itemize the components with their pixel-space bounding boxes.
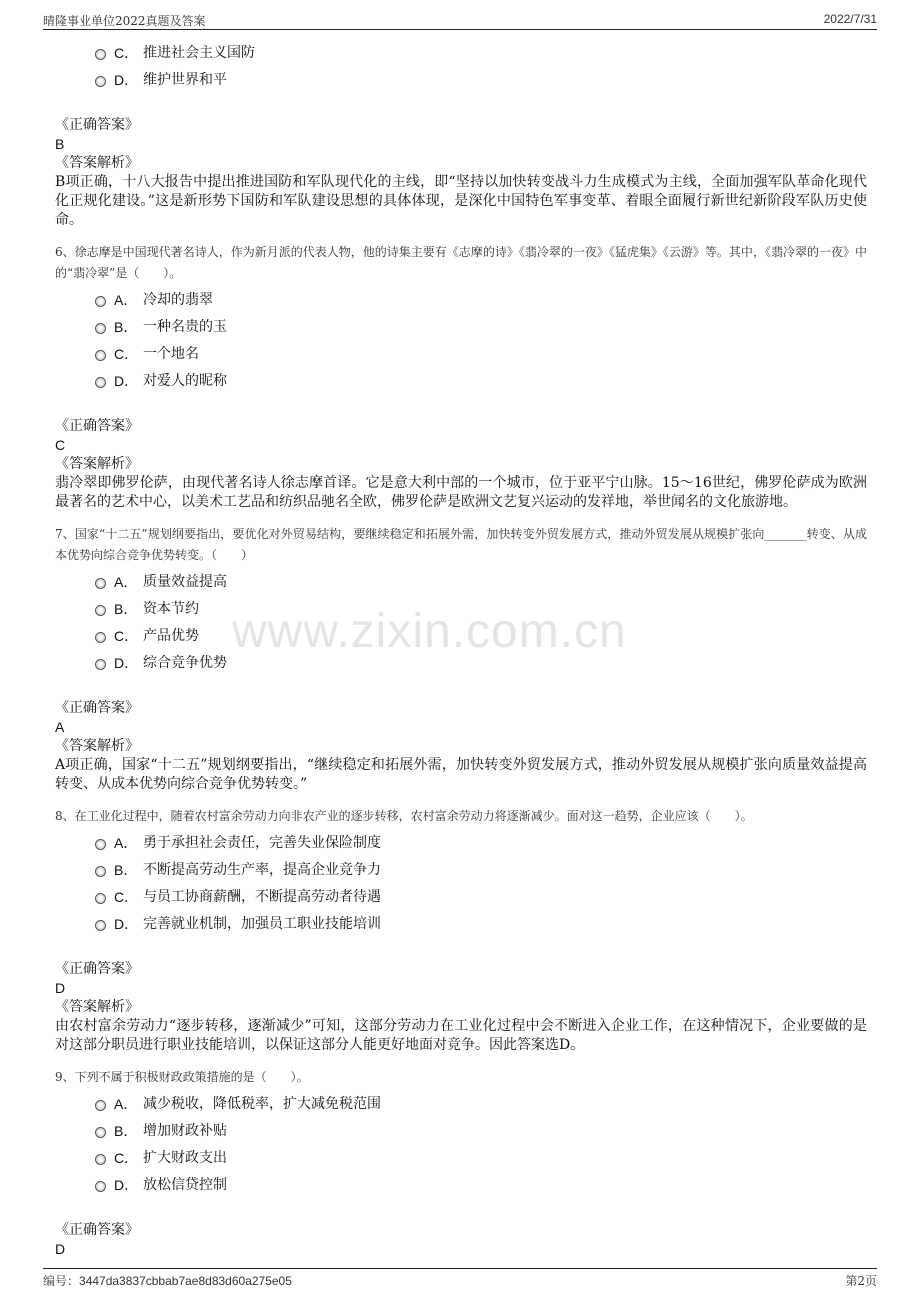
option-text: 维护世界和平 (143, 72, 227, 88)
option-text: 一个地名 (143, 346, 199, 362)
radio-icon[interactable] (95, 350, 106, 361)
radio-icon[interactable] (95, 1154, 106, 1165)
radio-icon[interactable] (95, 377, 106, 388)
option-item[interactable] (55, 368, 867, 395)
code-value: 3447da3837cbbab7ae8d83d60a275e05 (79, 1274, 292, 1288)
option-letter: B． (114, 601, 138, 617)
explanation-text: B项正确，十八大报告中提出推进国防和军队现代化的主线，即“坚持以加快转变战斗力生成模式为主线，全面加强军队革命化现代化正规化建设。”这是新形势下国防和军队建设思想的具体体现，是深化中国特色军事变革、着眼全面履行新世纪新阶段军队历史使命。 (55, 174, 867, 228)
option-letter: A． (114, 835, 138, 851)
option-letter: C． (114, 1150, 139, 1166)
explanation-heading: 《答案解析》 (55, 456, 139, 472)
option-list (55, 569, 867, 677)
option-letter: B． (114, 1123, 138, 1139)
option-item[interactable] (55, 67, 867, 94)
radio-icon[interactable] (95, 578, 106, 589)
answer-value: A (55, 719, 65, 735)
spacer (55, 677, 867, 699)
radio-icon[interactable] (95, 1127, 106, 1138)
option-text: 资本节约 (143, 601, 199, 617)
watermark: www.zixin.com.cn (232, 605, 627, 658)
option-item[interactable] (55, 314, 867, 341)
question-text: 7、国家“十二五”规划纲要指出，要优化对外贸易结构，要继续稳定和拓展外需，加快转变外贸发展方式，推动外贸发展从规模扩张向_______转变、从成本优势向综合竞争优势转变。（ ） (55, 527, 867, 562)
explanation-text: A项正确，国家“十二五”规划纲要指出，“继续稳定和拓展外需，加快转变外贸发展方式，推动外贸发展从规模扩张向质量效益提高转变、从成本优势向综合竞争优势转变。” (55, 757, 867, 792)
radio-icon[interactable] (95, 920, 106, 931)
option-item[interactable] (55, 1118, 867, 1145)
option-item[interactable] (55, 40, 867, 67)
option-text: 一种名贵的玉 (143, 319, 227, 335)
answer-value: D (55, 980, 66, 996)
document-title: 晴隆事业单位2022真题及答案 (43, 14, 206, 28)
option-letter: A． (114, 292, 138, 308)
option-text: 扩大财政支出 (143, 1150, 227, 1166)
radio-icon[interactable] (95, 605, 106, 616)
option-letter: D． (114, 1177, 139, 1193)
option-item[interactable] (55, 830, 867, 857)
option-item[interactable] (55, 623, 867, 650)
footer-divider (43, 1268, 877, 1269)
radio-icon[interactable] (95, 632, 106, 643)
option-item[interactable] (55, 911, 867, 938)
radio-icon[interactable] (95, 839, 106, 850)
option-item[interactable] (55, 287, 867, 314)
option-item[interactable] (55, 569, 867, 596)
answer-heading: 《正确答案》 (55, 961, 139, 977)
option-letter: D． (114, 373, 139, 389)
radio-icon[interactable] (95, 76, 106, 87)
document-body (55, 40, 867, 1259)
option-item[interactable] (55, 650, 867, 677)
answer-heading: 《正确答案》 (55, 1222, 139, 1238)
header-divider (43, 29, 877, 30)
option-letter: D． (114, 916, 139, 932)
answer-heading: 《正确答案》 (55, 418, 139, 434)
option-item[interactable] (55, 857, 867, 884)
option-text: 放松信贷控制 (143, 1177, 227, 1193)
radio-icon[interactable] (95, 1181, 106, 1192)
explanation-heading: 《答案解析》 (55, 738, 139, 754)
radio-icon[interactable] (95, 893, 106, 904)
answer-heading: 《正确答案》 (55, 117, 139, 133)
spacer (55, 938, 867, 960)
option-text: 综合竞争优势 (143, 655, 227, 671)
option-text: 与员工协商薪酬，不断提高劳动者待遇 (143, 889, 381, 905)
option-item[interactable] (55, 1091, 867, 1118)
answer-heading: 《正确答案》 (55, 700, 139, 716)
answer-value: D (55, 1241, 66, 1257)
option-list (55, 287, 867, 395)
radio-icon[interactable] (95, 1100, 106, 1111)
option-text: 完善就业机制，加强员工职业技能培训 (143, 916, 381, 932)
document-date: 2022/7/31 (823, 12, 877, 26)
spacer (55, 1199, 867, 1221)
option-text: 不断提高劳动生产率，提高企业竞争力 (143, 862, 381, 878)
spacer (55, 395, 867, 417)
option-text: 冷却的翡翠 (143, 292, 213, 308)
option-letter: C． (114, 45, 139, 61)
radio-icon[interactable] (95, 296, 106, 307)
explanation-text: 翡冷翠即佛罗伦萨，由现代著名诗人徐志摩首译。它是意大利中部的一个城市，位于亚平宁山脉。15～16世纪，佛罗伦萨成为欧洲最著名的艺术中心，以美术工艺品和纺织品驰名全欧，佛罗伦萨是欧洲文艺复兴运动的发祥地，举世闻名的文化旅游地。 (55, 475, 867, 510)
option-item[interactable] (55, 884, 867, 911)
option-letter: A． (114, 574, 138, 590)
radio-icon[interactable] (95, 49, 106, 60)
option-text: 减少税收，降低税率，扩大减免税范围 (143, 1096, 381, 1112)
option-list (55, 1091, 867, 1199)
page-header (0, 0, 920, 30)
radio-icon[interactable] (95, 659, 106, 670)
option-letter: A． (114, 1096, 138, 1112)
option-text: 勇于承担社会责任，完善失业保险制度 (143, 835, 381, 851)
explanation-text: 由农村富余劳动力“逐步转移，逐渐减少”可知，这部分劳动力在工业化过程中会不断进入企业工作，在这种情况下，企业要做的是对这部分职员进行职业技能培训，以保证这部分人能更好地面对竞争。因此答案选D。 (55, 1018, 867, 1053)
question-text: 9、下列不属于积极财政政策措施的是（ ）。 (55, 1070, 309, 1084)
option-item[interactable] (55, 596, 867, 623)
option-text: 推进社会主义国防 (143, 45, 255, 61)
document-code (43, 1272, 292, 1289)
explanation-heading: 《答案解析》 (55, 999, 139, 1015)
code-label: 编号： (43, 1274, 80, 1288)
option-letter: D． (114, 72, 139, 88)
page-number: 第2页 (845, 1274, 877, 1288)
question-text: 8、在工业化过程中，随着农村富余劳动力向非农产业的逐步转移，农村富余劳动力将逐渐减少。面对这一趋势，企业应该（ ）。 (55, 809, 753, 823)
radio-icon[interactable] (95, 866, 106, 877)
option-text: 产品优势 (143, 628, 199, 644)
option-letter: D． (114, 655, 139, 671)
option-item[interactable] (55, 341, 867, 368)
option-letter: C． (114, 628, 139, 644)
option-item[interactable] (55, 1145, 867, 1172)
option-list (55, 830, 867, 938)
option-letter: B． (114, 862, 138, 878)
option-list (55, 40, 867, 94)
option-text: 质量效益提高 (143, 574, 227, 590)
question-text: 6、徐志摩是中国现代著名诗人，作为新月派的代表人物，他的诗集主要有《志摩的诗》《翡冷翠的一夜》《猛虎集》《云游》等。其中，《翡冷翠的一夜》中的“翡冷翠”是（ ）。 (55, 245, 867, 280)
explanation-heading: 《答案解析》 (55, 155, 139, 171)
option-text: 增加财政补贴 (143, 1123, 227, 1139)
spacer (55, 94, 867, 116)
option-letter: C． (114, 889, 139, 905)
answer-value: B (55, 136, 65, 152)
option-text: 对爱人的昵称 (143, 373, 227, 389)
option-letter: C． (114, 346, 139, 362)
answer-value: C (55, 437, 66, 453)
option-item[interactable] (55, 1172, 867, 1199)
option-letter: B． (114, 319, 138, 335)
radio-icon[interactable] (95, 323, 106, 334)
